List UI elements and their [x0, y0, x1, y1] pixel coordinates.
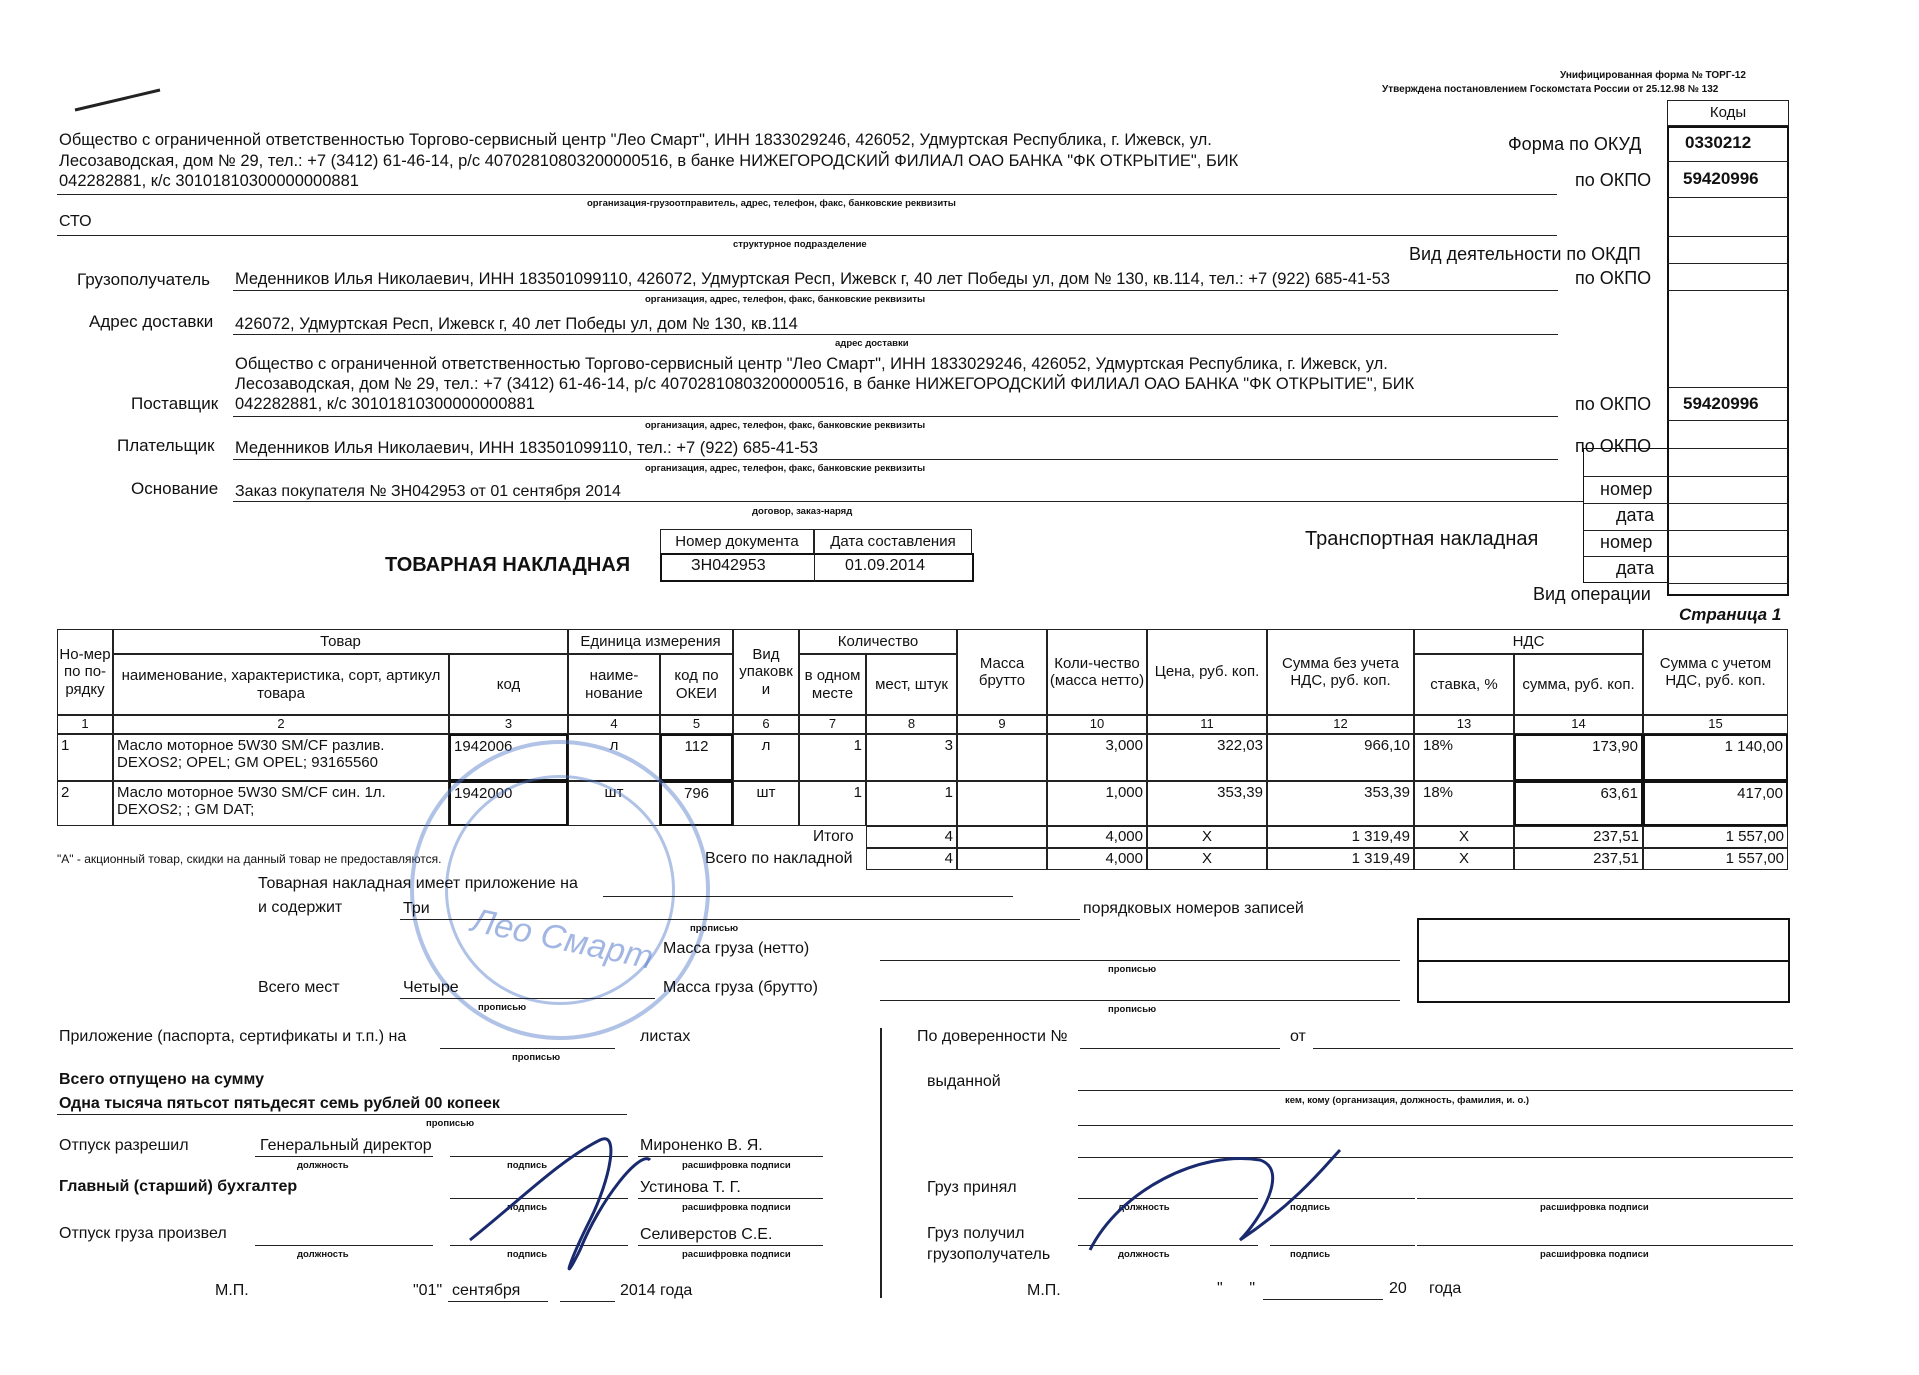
propisyu-caption: прописью [512, 1052, 561, 1063]
stamp-text: Лео Смарт [468, 901, 657, 977]
delivery-caption: адрес доставки [835, 338, 909, 349]
propisyu-caption: прописью [1108, 1004, 1157, 1015]
shipped-label: Отпуск груза произвел [59, 1225, 227, 1242]
row-sum: 966,10 [1267, 734, 1414, 781]
received-label: Груз получил [927, 1225, 1025, 1242]
itogo-rate: X [1414, 826, 1514, 848]
appendix-label: Товарная накладная имеет приложение на [258, 875, 578, 892]
row-price: 353,39 [1147, 781, 1267, 826]
itogo-net: 4,000 [1047, 826, 1147, 848]
vsego-price: X [1147, 848, 1267, 870]
okud-value: 0330212 [1685, 133, 1752, 152]
col-num: 3 [449, 715, 568, 734]
signature-caption: подпись [1290, 1249, 1331, 1260]
signature-caption: подпись [507, 1202, 548, 1213]
year20: 20 [1389, 1280, 1407, 1297]
payer-caption: организация, адрес, телефон, факс, банковские реквизиты [645, 463, 926, 474]
row-pack: л [733, 734, 799, 781]
col-num: 1 [57, 715, 113, 734]
th-sum-vat: Сумма с учетом НДС, руб. коп. [1643, 629, 1788, 715]
th-vat-rate: ставка, % [1414, 654, 1514, 715]
released-label: Всего отпущено на сумму [59, 1071, 265, 1088]
th-gross: Масса брутто [957, 629, 1047, 715]
signature-caption: подпись [507, 1249, 548, 1260]
proxy-label: По доверенности № [917, 1028, 1068, 1045]
position-caption: должность [1118, 1249, 1170, 1260]
document-title: ТОВАРНАЯ НАКЛАДНАЯ [385, 554, 631, 576]
sheets-label: листах [640, 1028, 691, 1045]
accountant-name: Устинова Т. Г. [640, 1179, 741, 1196]
vsego-sum: 1 319,49 [1267, 848, 1414, 870]
transport-date-label: дата [1616, 558, 1655, 578]
row-one: 1 [799, 734, 866, 781]
doc-date: 01.09.2014 [845, 557, 926, 574]
col-num: 7 [799, 715, 866, 734]
vsego-label: Всего по накладной [705, 850, 853, 867]
records-label: порядковых номеров записей [1083, 900, 1304, 917]
basis-date-label: дата [1616, 505, 1655, 525]
row-unit: шт [568, 781, 660, 826]
issued-caption: кем, кому (организация, должность, фамилия, и. о.) [1285, 1095, 1530, 1106]
row-code: 1942006 [449, 734, 568, 781]
row-code: 1942000 [449, 781, 568, 826]
th-unit-okei: код по ОКЕИ [660, 654, 733, 715]
okud-label: Форма по ОКУД [1508, 134, 1642, 154]
itogo-label: Итого [813, 828, 854, 845]
delivery-value: 426072, Удмуртская Респ, Ижевск г, 40 лет Победы ул, дом № 130, кв.114 [235, 315, 798, 333]
consignee-value: Меденников Илья Николаевич, ИНН 183501099110, 426072, Удмуртская Респ, Ижевск г, 40 лет Победы ул, дом № 130, кв.114, тел.: +7 (922) 685-41-53 [235, 270, 1391, 288]
pen-mark [75, 90, 160, 110]
okpo-label-payer: по ОКПО [1575, 436, 1652, 456]
th-pack: Вид упаковк и [733, 629, 799, 715]
okpo-label-supplier: по ОКПО [1575, 394, 1652, 414]
consignee-caption: организация, адрес, телефон, факс, банковские реквизиты [645, 294, 926, 305]
th-price: Цена, руб. коп. [1147, 629, 1267, 715]
row-one: 1 [799, 781, 866, 826]
transport-number-label: номер [1600, 532, 1653, 552]
places-value: Четыре [403, 979, 459, 996]
vsego-places: 4 [866, 848, 957, 870]
col-num: 12 [1267, 715, 1414, 734]
mp-left: М.П. [215, 1282, 249, 1299]
signature-caption: подпись [507, 1160, 548, 1171]
row-rate: 18% [1414, 781, 1514, 826]
decode-caption: расшифровка подписи [682, 1249, 791, 1260]
row-vat: 63,61 [1514, 781, 1643, 826]
itogo-vat: 237,51 [1514, 826, 1643, 848]
okpo-supplier-value: 59420996 [1683, 394, 1759, 413]
from-label: от [1290, 1028, 1306, 1045]
th-goods: Товар [113, 629, 568, 654]
th-vat: НДС [1414, 629, 1643, 654]
division-value: СТО [59, 213, 92, 230]
th-net: Коли-чество (масса нетто) [1047, 629, 1147, 715]
shipper-line3: 042282881, к/с 30101810300000000881 [59, 172, 359, 190]
codes-header: Коды [1667, 100, 1789, 126]
decode-caption: расшифровка подписи [1540, 1249, 1649, 1260]
okpo-shipper-value: 59420996 [1683, 169, 1759, 188]
row-name: Масло моторное 5W30 SM/CF син. 1л. DEXOS2; ; GM DAT; [113, 781, 449, 826]
decode-caption: расшифровка подписи [682, 1160, 791, 1171]
itogo-total: 1 557,00 [1643, 826, 1788, 848]
row-vat: 173,90 [1514, 734, 1643, 781]
vsego-vat: 237,51 [1514, 848, 1643, 870]
accountant-label: Главный (старший) бухгалтер [59, 1178, 298, 1195]
th-qty-one-place: в одном месте [799, 654, 866, 715]
th-unit-name: наиме-нование [568, 654, 660, 715]
shipper-line2: Лесозаводская, дом № 29, тел.: +7 (3412) 61-46-14, р/с 40702810803200000516, в банке НИЖЕГОРОДСКИЙ ФИЛИАЛ ОАО БАНКА "ФК ОТКРЫТИЕ", БИК [59, 152, 1239, 170]
position-caption: должность [1118, 1202, 1170, 1213]
th-sum-novat: Сумма без учета НДС, руб. коп. [1267, 629, 1414, 715]
row-net: 3,000 [1047, 734, 1147, 781]
okpo-label-consignee: по ОКПО [1575, 268, 1652, 288]
row-pack: шт [733, 781, 799, 826]
th-goods-name: наименование, характеристика, сорт, артикул товара [113, 654, 449, 715]
date-quotes: " " [1217, 1280, 1256, 1297]
row-okei: 796 [660, 781, 733, 826]
vsego-rate: X [1414, 848, 1514, 870]
col-num: 10 [1047, 715, 1147, 734]
supplier-line2: Лесозаводская, дом № 29, тел.: +7 (3412) 61-46-14, р/с 40702810803200000516, в банке НИЖЕГОРОДСКИЙ ФИЛИАЛ ОАО БАНКА "ФК ОТКРЫТИЕ", БИК [235, 375, 1415, 393]
allowed-name: Мироненко В. Я. [640, 1137, 763, 1154]
itogo-places: 4 [866, 826, 957, 848]
col-num: 9 [957, 715, 1047, 734]
col-num: 2 [113, 715, 449, 734]
division-caption: структурное подразделение [733, 239, 867, 250]
consignee-label: Грузополучатель [77, 270, 210, 289]
date-month: сентября [452, 1282, 521, 1299]
received-label2: грузополучатель [927, 1246, 1051, 1263]
date-day: "01" [413, 1282, 443, 1299]
decode-caption: расшифровка подписи [1540, 1202, 1649, 1213]
mp-right: М.П. [1027, 1282, 1061, 1299]
released-value: Одна тысяча пятьсот пятьдесят семь рублей 00 копеек [59, 1095, 500, 1112]
shipped-name: Селиверстов С.Е. [640, 1226, 773, 1243]
doc-number: ЗН042953 [691, 557, 766, 574]
position-caption: должность [297, 1160, 349, 1171]
row-places: 1 [866, 781, 957, 826]
row-name: Масло моторное 5W30 SM/CF разлив. DEXOS2; OPEL; GM OPEL; 93165560 [113, 734, 449, 781]
supplier-line3: 042282881, к/с 30101810300000000881 [235, 395, 535, 413]
propisyu-caption: прописью [690, 923, 739, 934]
col-num: 8 [866, 715, 957, 734]
col-num: 4 [568, 715, 660, 734]
signature-caption: подпись [1290, 1202, 1331, 1213]
row-no: 2 [57, 781, 113, 826]
shipper-caption: организация-грузоотправитель, адрес, телефон, факс, банковские реквизиты [587, 198, 956, 209]
mass-net-label: Масса груза (нетто) [663, 940, 810, 957]
th-quantity: Количество [799, 629, 957, 654]
propisyu-caption: прописью [426, 1118, 475, 1129]
row-no: 1 [57, 734, 113, 781]
row-net: 1,000 [1047, 781, 1147, 826]
contains-value: Три [403, 900, 430, 917]
issued-label: выданной [927, 1073, 1001, 1090]
accepted-label: Груз принял [927, 1179, 1017, 1196]
itogo-price: X [1147, 826, 1267, 848]
basis-label: Основание [131, 479, 219, 498]
shipper-line1: Общество с ограниченной ответственностью Торгово-сервисный центр "Лео Смарт", ИНН 1833029246, 426052, Удмуртская Республика, г. Ижевск, ул. [59, 131, 1212, 149]
places-label: Всего мест [258, 979, 340, 996]
col-num: 6 [733, 715, 799, 734]
payer-label: Плательщик [117, 436, 215, 455]
col-num: 13 [1414, 715, 1514, 734]
signature-scribble [1090, 1150, 1340, 1250]
form-approval: Утверждена постановлением Госкомстата России от 25.12.98 № 132 [1382, 84, 1719, 95]
row-places: 3 [866, 734, 957, 781]
okpo-label-shipper: по ОКПО [1575, 170, 1652, 190]
row-okei: 112 [660, 734, 733, 781]
okdp-label: Вид деятельности по ОКДП [1409, 244, 1641, 264]
date-year: 2014 года [620, 1282, 693, 1299]
position-caption: должность [297, 1249, 349, 1260]
row-total: 1 140,00 [1643, 734, 1788, 781]
th-qty-places: мест, штук [866, 654, 957, 715]
transport-waybill-label: Транспортная накладная [1305, 528, 1539, 550]
th-number: Но-мер по по-рядку [57, 629, 113, 715]
vsego-net: 4,000 [1047, 848, 1147, 870]
supplier-line1: Общество с ограниченной ответственностью Торгово-сервисный центр "Лео Смарт", ИНН 1833029246, 426052, Удмуртская Республика, г. Ижевск, ул. [235, 355, 1388, 373]
supplier-label: Поставщик [131, 394, 219, 413]
th-goods-code: код [449, 654, 568, 715]
attach-label: Приложение (паспорта, сертификаты и т.п.) на [59, 1028, 407, 1045]
basis-number-label: номер [1600, 479, 1653, 499]
row-unit: л [568, 734, 660, 781]
delivery-label: Адрес доставки [89, 312, 214, 331]
propisyu-caption: прописью [478, 1002, 527, 1013]
allowed-label: Отпуск разрешил [59, 1137, 189, 1154]
col-num: 5 [660, 715, 733, 734]
vsego-total: 1 557,00 [1643, 848, 1788, 870]
col-num: 15 [1643, 715, 1788, 734]
year-word: года [1429, 1280, 1462, 1297]
doc-number-header: Номер документа [660, 529, 814, 554]
th-unit: Единица измерения [568, 629, 733, 654]
row-sum: 353,39 [1267, 781, 1414, 826]
basis-caption: договор, заказ-наряд [752, 506, 853, 517]
propisyu-caption: прописью [1108, 964, 1157, 975]
contains-label: и содержит [258, 899, 343, 916]
allowed-position: Генеральный директор [260, 1137, 432, 1154]
payer-value: Меденников Илья Николаевич, ИНН 183501099110, тел.: +7 (922) 685-41-53 [235, 439, 819, 457]
mass-gross-label: Масса груза (брутто) [663, 979, 818, 996]
th-vat-sum: сумма, руб. коп. [1514, 654, 1643, 715]
doc-date-header: Дата составления [814, 529, 972, 554]
operation-type-label: Вид операции [1533, 584, 1651, 604]
promo-note: "А" - акционный товар, скидки на данный товар не предоставляются. [57, 852, 442, 866]
supplier-caption: организация, адрес, телефон, факс, банковские реквизиты [645, 420, 926, 431]
form-name: Унифицированная форма № ТОРГ-12 [1560, 70, 1746, 81]
basis-value: Заказ покупателя № ЗН042953 от 01 сентября 2014 [235, 483, 621, 500]
row-rate: 18% [1414, 734, 1514, 781]
decode-caption: расшифровка подписи [682, 1202, 791, 1213]
page-number: Страница 1 [1679, 605, 1782, 624]
col-num: 14 [1514, 715, 1643, 734]
row-total: 417,00 [1643, 781, 1788, 826]
col-num: 11 [1147, 715, 1267, 734]
signature-scribble [470, 1139, 650, 1269]
itogo-sum: 1 319,49 [1267, 826, 1414, 848]
row-price: 322,03 [1147, 734, 1267, 781]
